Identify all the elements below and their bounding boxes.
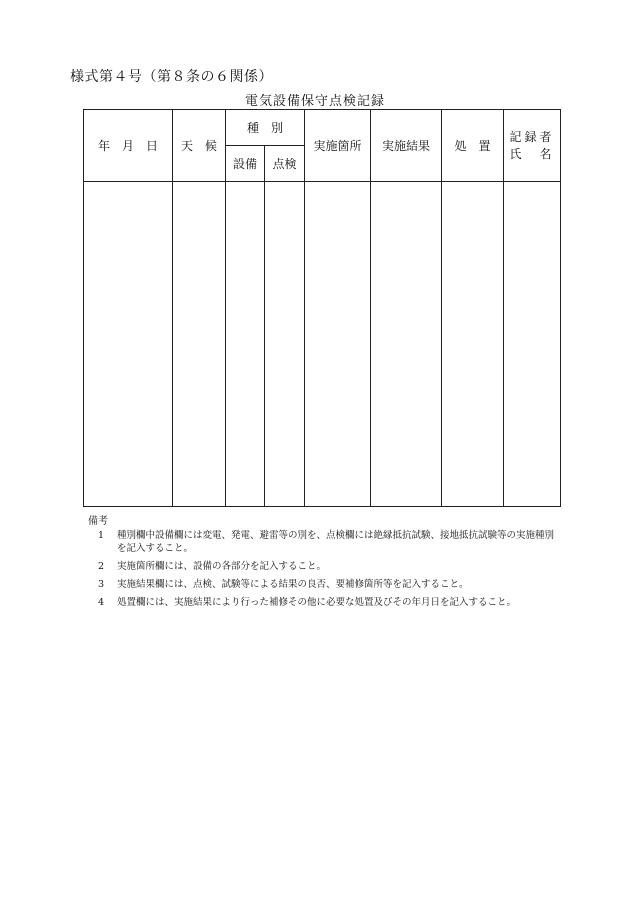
- header-recorder: [504, 110, 561, 182]
- note-text: 種別欄中設備欄には変電、発電、避雷等の別を、点検欄には絶縁抵抗試験、接地抵抗試験等の実施種別を記入すること。: [117, 530, 555, 554]
- note-text: 実施箇所欄には、設備の各部分を記入すること。: [117, 561, 327, 572]
- cell-action[interactable]: [442, 182, 504, 507]
- header-equipment: 設備: [226, 146, 265, 182]
- header-action: 処 置: [442, 110, 504, 182]
- header-inspection: 点検: [265, 146, 305, 182]
- list-item: [98, 596, 560, 609]
- header-location: 実施箇所: [305, 110, 371, 182]
- cell-inspection[interactable]: [265, 182, 305, 507]
- header-date: 年 月 日: [84, 110, 173, 182]
- table-row: [84, 182, 561, 507]
- notes-list: [98, 529, 560, 614]
- list-item: [98, 560, 560, 573]
- header-weather: 天 候: [173, 110, 226, 182]
- cell-equipment[interactable]: [226, 182, 265, 507]
- cell-weather[interactable]: [173, 182, 226, 507]
- cell-date[interactable]: [84, 182, 173, 507]
- header-recorder-line1: 記録者: [509, 129, 555, 144]
- list-item: [98, 578, 560, 591]
- list-item: [98, 529, 560, 555]
- note-number: 4: [98, 597, 105, 608]
- notes-heading: 備考: [88, 516, 108, 527]
- note-number: 2: [98, 561, 105, 572]
- cell-recorder[interactable]: [504, 182, 561, 507]
- note-number: 3: [98, 579, 105, 590]
- note-number: 1: [98, 530, 105, 541]
- note-text: 実施結果欄には、点検、試験等による結果の良否、要補修箇所等を記入すること。: [117, 579, 469, 590]
- note-text: 処置欄には、実施結果により行った補修その他に必要な処置及びその年月日を記入すること。: [117, 597, 517, 608]
- form-number: 様式第４号（第８条の６関係）: [70, 69, 273, 85]
- document-title: 電気設備保守点検記録: [244, 94, 385, 109]
- header-type: 種 別: [226, 110, 305, 146]
- inspection-record-table: [83, 109, 561, 507]
- cell-result[interactable]: [371, 182, 442, 507]
- header-result: 実施結果: [371, 110, 442, 182]
- header-recorder-line2: 氏 名: [509, 146, 555, 161]
- cell-location[interactable]: [305, 182, 371, 507]
